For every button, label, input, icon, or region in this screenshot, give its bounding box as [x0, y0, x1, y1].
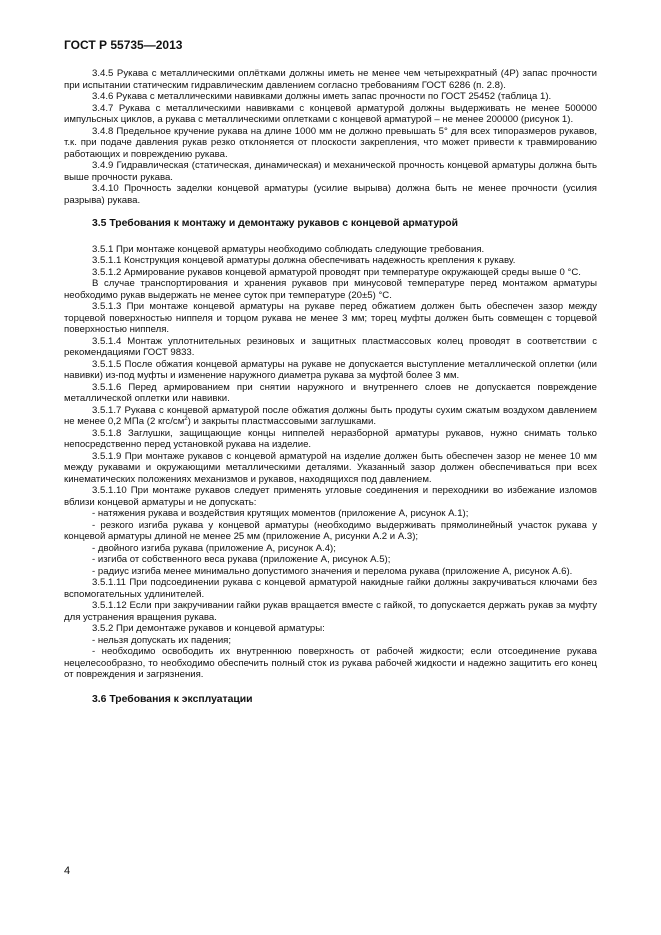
paragraph-3-5-1: 3.5.1 При монтаже концевой арматуры необходимо соблюдать следующие требования. [92, 243, 485, 255]
paragraph-3-4-5: 3.4.5 Рукава с металлическими оплётками должны иметь не менее чем четырехкратный (4P) запас прочности при испытании статическим гидравлическим давлением согласно требованиям ГОСТ 6286 (п. 2.8). [64, 68, 597, 91]
paragraph-3-5-2: 3.5.2 При демонтаже рукавов и концевой арматуры: [92, 623, 325, 634]
section-heading-3-6: 3.6 Требования к эксплуатации [92, 693, 253, 705]
page-number: 4 [64, 865, 71, 877]
paragraph-3-5-1-1: 3.5.1.1 Конструкция концевой арматуры должна обеспечивать надежность крепления к рукаву. [92, 255, 516, 266]
paragraph-3-5-1-11: 3.5.1.11 При подсоединении рукава с концевой арматурой накидные гайки должны закручиваться ключами без вспомогательных удлинителей. [64, 577, 597, 600]
paragraph-3-5-1-3: 3.5.1.3 При монтаже концевой арматуры на рукаве перед обжатием должен быть обеспечен зазор между торцевой поверхностью ниппеля и торцом рукава не менее 3 мм; торец муфты должен быть совмещен с торцевой поверхностью ниппеля. [64, 301, 597, 335]
paragraph-3-5-1-7-text: 3.5.1.7 Рукава с концевой арматурой после обжатия должны быть продуты сухим сжатым воздухом давлением не менее 0,2 МПа (2 кгс/см [64, 404, 597, 427]
paragraph-3-5-1-6: 3.5.1.6 Перед армированием при снятии наружного и внутреннего слоев не допускается повреждение металлической оплетки или навивки. [64, 381, 597, 404]
superscript-2: 2 [184, 415, 188, 422]
paragraph-3-5-1-12: 3.5.1.12 Если при закручивании гайки рукав вращается вместе с гайкой, то допускается держать рукав за муфту для устранения вращения рукава. [64, 600, 597, 623]
paragraph-3-4-7: 3.4.7 Рукава с металлическими навивками с концевой арматурой должны выдерживать не менее 500000 импульсных циклов, а рукава с металлическими оплетками с концевой арматурой – не менее 200000 (рисунок 1). [64, 102, 597, 125]
paragraph-3-5-1-7-text-end: ) и закрыты пластмассовыми заглушками. [187, 416, 377, 427]
paragraph-3-5-1-9: 3.5.1.9 При монтаже рукавов с концевой арматурой на изделие должен быть обеспечен зазор не менее 10 мм между рукавами и окружающими металлическими деталями. Указанный зазор должен обеспечиваться при всех кинематических положениях механизмов и рукавов, находящихся под давлением. [64, 450, 597, 485]
document-body [64, 68, 597, 705]
paragraph-3-4-10: 3.4.10 Прочность заделки концевой арматуры (усилие вырыва) должна быть не менее прочности (усилия разрыва) рукава. [64, 183, 597, 206]
paragraph-3-5-1-2: 3.5.1.2 Армирование рукавов концевой арматурой проводят при температуре окружающей среды выше 0 °С. [92, 266, 581, 278]
list-item-self-weight-bend: - изгиба от собственного веса рукава (приложение А, рисунок А.5); [92, 554, 391, 565]
paragraph-3-5-1-4: 3.5.1.4 Монтаж уплотнительных резиновых и защитных пластмассовых колец проводят в соответствии с рекомендациями ГОСТ 9833. [64, 335, 597, 358]
list-item-bend-radius: - радиус изгиба менее минимально допустимого значения и перелома рукава (приложение А, рисунок А.6). [92, 565, 573, 577]
list-item-no-drop: - нельзя допускать их падения; [92, 634, 232, 646]
document-header: ГОСТ Р 55735—2013 [64, 38, 183, 52]
paragraph-3-5-1-8: 3.5.1.8 Заглушки, защищающие концы ниппелей неразборной арматуры рукавов, нужно снимать только непосредственно перед установкой рукава на изделие. [64, 427, 597, 450]
paragraph-3-5-1-2-transport: В случае транспортирования и хранения рукавов при минусовой температуре перед монтажом арматуры необходимо рукав выдержать не менее суток при температуре (20±5) °С. [64, 278, 597, 301]
list-item-double-bend: - двойного изгиба рукава (приложение А, рисунок А.4); [92, 542, 336, 554]
section-heading-3-5: 3.5 Требования к монтажу и демонтажу рукавов с концевой арматурой [92, 218, 459, 229]
list-item-sharp-bend: - резкого изгиба рукава у концевой арматуры (необходимо выдерживать прямолинейный участок рукава у концевой арматуры длиной не менее 25 мм (приложение А, рисунки А.2 и А.3); [64, 519, 597, 542]
list-item-drain: - необходимо освободить их внутреннюю поверхность от рабочей жидкости; если отсоединение рукава нецелесообразно, то необходимо обеспечить полный сток из рукава рабочей жидкости и надежно защитить его конец от повреждения и загрязнения. [64, 646, 597, 680]
paragraph-3-5-1-10: 3.5.1.10 При монтаже рукавов следует применять угловые соединения и переходники во избежание изломов вблизи концевой арматуры и не допускать: [64, 485, 597, 508]
paragraph-3-5-1-7 [64, 405, 597, 428]
paragraph-3-5-1-5: 3.5.1.5 После обжатия концевой арматуры на рукаве не допускается выступление металлической оплетки (или навивки) из-под муфты и изменение наружного диаметра рукава за муфтой более 3 мм. [64, 358, 597, 381]
paragraph-3-4-6: 3.4.6 Рукава с металлическими навивками должны иметь запас прочности по ГОСТ 25452 (таблица 1). [92, 91, 552, 102]
paragraph-3-4-8: 3.4.8 Предельное кручение рукава на длине 1000 мм не должно превышать 5° для всех типоразмеров рукавов, т.к. при подаче давления рукав резко отклоняется от плоскости закрепления, что может привести к травмированию работающих и повреждению рукава. [64, 125, 597, 160]
paragraph-3-4-9: 3.4.9 Гидравлическая (статическая, динамическая) и механической прочность концевой арматуры должна быть выше прочности рукава. [64, 160, 597, 183]
list-item-tension: - натяжения рукава и воздействия крутящих моментов (приложение А, рисунок А.1); [92, 508, 469, 519]
